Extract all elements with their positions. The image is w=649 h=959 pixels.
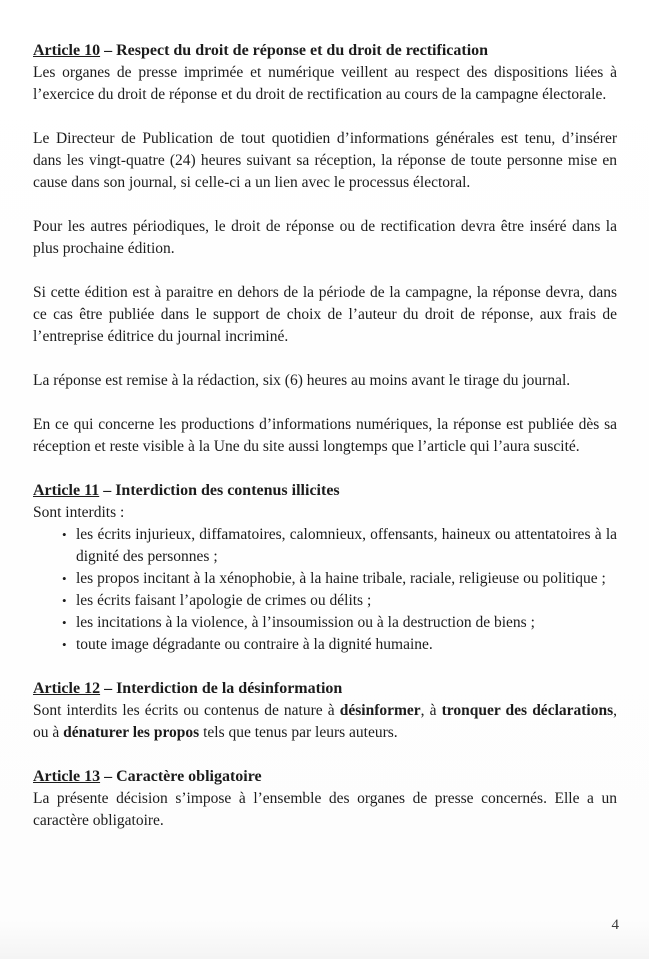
list-item [33,568,617,590]
list-item-text: les écrits faisant l’apologie de crimes ou délits ; [76,592,372,609]
paragraph [33,700,617,744]
article-10-label: Article 10 [33,42,101,59]
bullet-icon: • [62,593,67,608]
article-10-title: – Respect du droit de réponse et du droit de rectification [100,42,489,59]
paragraph: Les organes de presse imprimée et numérique veillent au respect des dispositions liées à l’exercice du droit de réponse et du droit de rectification au cours de la campagne électorale. [33,64,617,103]
paragraph: Le Directeur de Publication de tout quotidien d’informations générales est tenu, d’insérer dans les vingt-quatre (24) heures suivant sa réception, la réponse de toute personne mise en cause dans son journal, si celle-ci a un lien avec le processus électoral. [33,130,617,191]
text-segment: tels que tenus par leurs auteurs. [199,724,398,741]
bullet-icon: • [62,637,67,652]
article-12-section [33,678,617,744]
article-12-title: – Interdiction de la désinformation [100,680,343,697]
paragraph: Pour les autres périodiques, le droit de réponse ou de rectification devra être inséré dans la plus prochaine édition. [33,218,617,257]
bold-term: désinformer [339,702,421,719]
illicit-content-list [33,524,617,656]
bullet-icon: • [62,571,67,586]
list-item-text: les incitations à la violence, à l’insoumission ou à la destruction de biens ; [76,614,535,631]
article-11-label: Article 11 [33,482,100,499]
list-item [33,612,617,634]
article-12-label: Article 12 [33,680,101,697]
list-item [33,634,617,656]
bullet-icon: • [62,615,67,630]
bold-term: dénaturer les propos [63,724,200,741]
list-item [33,590,617,612]
paragraph: Si cette édition est à paraitre en dehors de la période de la campagne, la réponse devra, dans ce cas être publiée dans le support de choix de l’auteur du droit de réponse, aux frais de l’entreprise éditrice du journal incriminé. [33,284,617,345]
article-10-section [33,40,617,458]
article-11-section [33,480,617,656]
article-12-heading [33,678,617,700]
list-item-text: les écrits injurieux, diffamatoires, calomnieux, offensants, haineux ou attentatoires à la dignité des personnes ; [76,526,617,565]
text-segment: , à [420,702,442,719]
article-13-label: Article 13 [33,768,101,785]
article-11-intro: Sont interdits : [33,504,125,521]
page-number: 4 [611,917,619,933]
bullet-icon: • [62,527,67,542]
article-13-title: – Caractère obligatoire [100,768,262,785]
article-13-heading [33,766,617,788]
article-13-section [33,766,617,832]
text-segment: , ou à [33,702,617,741]
paragraph: La présente décision s’impose à l’ensemble des organes de presse concernés. Elle a un caractère obligatoire. [33,790,617,829]
list-item-text: toute image dégradante ou contraire à la dignité humaine. [76,636,433,653]
list-item-text: les propos incitant à la xénophobie, à la haine tribale, raciale, religieuse ou politique ; [76,570,606,587]
paragraph: La réponse est remise à la rédaction, six (6) heures au moins avant le tirage du journal. [33,372,571,389]
list-item [33,524,617,568]
paragraph: En ce qui concerne les productions d’informations numériques, la réponse est publiée dès sa réception et reste visible à la Une du site aussi longtemps que l’article qui l’aura suscité. [33,416,617,455]
article-11-title: – Interdiction des contenus illicites [99,482,340,499]
bold-term: tronquer des déclarations [441,702,614,719]
text-segment: Sont interdits les écrits ou contenus de nature à [33,702,340,719]
article-11-heading [33,480,617,502]
article-10-heading [33,40,617,62]
